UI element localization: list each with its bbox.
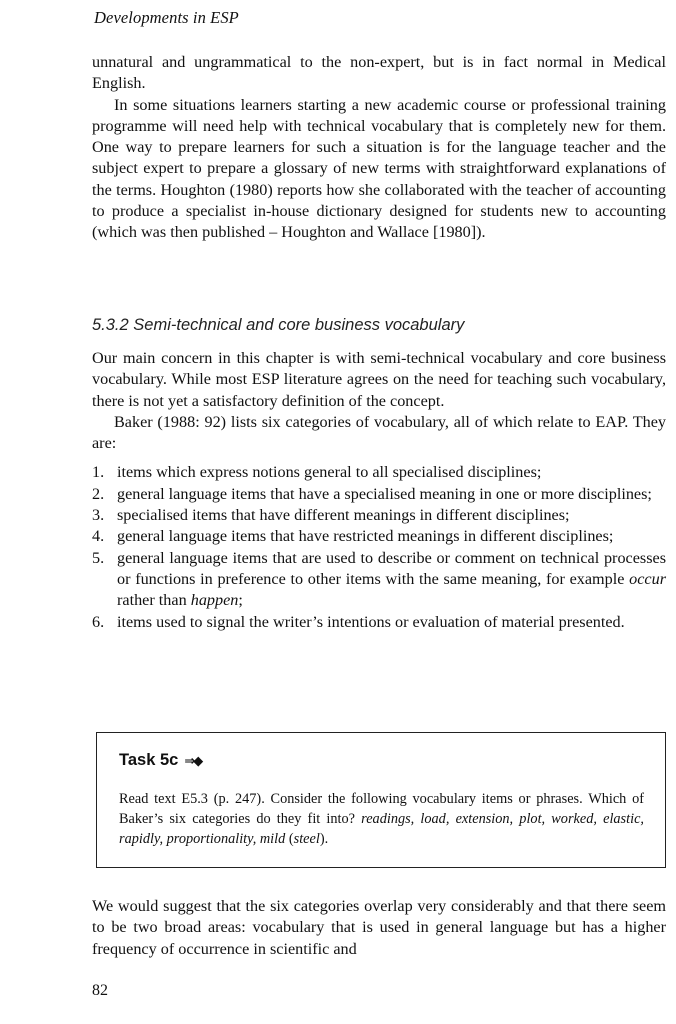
list-item — [92, 505, 666, 526]
list-item — [92, 484, 666, 505]
example-word: happen — [190, 591, 239, 610]
list-item-text: general language items that are used to describe or comment on technical processes or functions in preference to other items with the same meaning, for example — [117, 548, 666, 588]
intro-block — [92, 52, 666, 244]
list-item-text: general language items that have restricted meanings in different disciplines; — [117, 527, 614, 546]
list-item-text: items which express notions general to all specialised disciplines; — [117, 463, 542, 482]
list-item-text: items used to signal the writer’s intentions or evaluation of material presented. — [117, 612, 625, 631]
list-item-text: general language items that have a specialised meaning in one or more disciplines; — [117, 484, 652, 503]
list-item-number: 2. — [92, 484, 105, 503]
list-item-text: rather than — [117, 591, 191, 610]
list-item-text: ; — [238, 591, 243, 610]
task-title-text: Task 5c — [119, 751, 179, 769]
intro-paragraph-2: In some situations learners starting a new academic course or professional training programme will need help with technical vocabulary that is completely new for them. One way to prepare learners for such a situation is for the language teacher and the subject expert to prepare a glossary of new terms with straightforward explanations of the terms. Houghton (1980) reports how she collaborated with the teacher of accounting to produce a specialist in-house dictionary designed for students new to accounting (which was then published – Houghton and Wallace [1980]). — [92, 95, 666, 242]
section-body — [92, 348, 666, 633]
arrow-diamond-icon: ⇒◆ — [184, 753, 202, 768]
list-item — [92, 548, 666, 612]
list-item-number: 1. — [92, 463, 105, 482]
task-box — [96, 732, 666, 868]
closing-block — [92, 896, 666, 960]
example-word: occur — [629, 569, 666, 588]
task-instructions-end: . — [324, 831, 329, 847]
task-vocabulary-paren: steel — [293, 831, 320, 847]
list-item-number: 6. — [92, 612, 105, 631]
list-item — [92, 526, 666, 547]
running-head: Developments in ESP — [94, 8, 239, 27]
list-item — [92, 462, 666, 483]
task-instructions: Read text E5.3 (p. 247). Consider the following vocabulary items or phrases. Which of Baker’s six categories do they fit into? readings, load, extension, plot, worked, elastic, rapidly, proportionality, mild (steel). — [119, 791, 644, 847]
page-number: 82 — [92, 982, 108, 999]
section-heading: 5.3.2 Semi-technical and core business vocabulary — [92, 316, 465, 334]
list-item-number: 5. — [92, 548, 105, 567]
category-list — [92, 462, 666, 632]
task-vocabulary-items: readings, load, extension, plot, worked, elastic, rapidly, proportionality, mild — [119, 811, 644, 847]
list-item-text: specialised items that have different meanings in different disciplines; — [117, 506, 570, 525]
list-item-number: 3. — [92, 506, 105, 525]
intro-paragraph-1: unnatural and ungrammatical to the non-expert, but is in fact normal in Medical English. — [92, 53, 666, 93]
section-paragraph-1: Our main concern in this chapter is with semi-technical vocabulary and core business vocabulary. While most ESP literature agrees on the need for teaching such vocabulary, there is not yet a satisfactory definition of the concept. — [92, 349, 666, 410]
closing-paragraph: We would suggest that the six categories overlap very considerably and that there seem to be two broad areas: vocabulary that is used in general language but has a higher frequency of occurrence in scientific and — [92, 897, 666, 958]
task-title — [119, 751, 201, 770]
list-item — [92, 612, 666, 633]
list-item-number: 4. — [92, 527, 105, 546]
task-instructions-text: Read text E5.3 (p. 247). Consider the following vocabulary items or phrases. Which of Baker’s six categories do they fit into? — [119, 791, 644, 827]
section-paragraph-2: Baker (1988: 92) lists six categories of vocabulary, all of which relate to EAP. They are: — [92, 412, 666, 453]
